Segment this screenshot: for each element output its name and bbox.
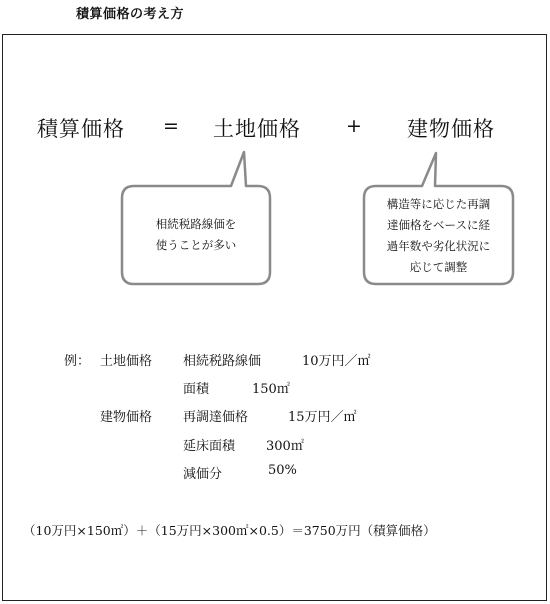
formula-term-building: 建物価格 bbox=[407, 117, 495, 141]
example-row-label: 相続税路線価 bbox=[183, 354, 262, 369]
formula-term-total: 積算価格 bbox=[37, 117, 125, 141]
example-prefix: 例： bbox=[64, 354, 91, 369]
building-bubble-line: 構造等に応じた再調 bbox=[386, 197, 491, 211]
building-bubble-text bbox=[364, 194, 513, 278]
example-row-label: 減価分 bbox=[183, 467, 223, 482]
example-row-label: 延床面積 bbox=[183, 439, 236, 454]
land-bubble-text bbox=[122, 214, 270, 256]
page-title: 積算価格の考え方 bbox=[76, 7, 185, 22]
example-building-label: 建物価格 bbox=[100, 410, 153, 425]
formula-equals: = bbox=[163, 115, 179, 137]
calculation-line: （10万円×150㎡）＋（15万円×300㎡×0.5）＝3750万円（積算価格） bbox=[23, 523, 436, 538]
building-bubble-line: 達価格をベースに経 bbox=[387, 218, 490, 232]
example-row-value: 15万円／㎡ bbox=[288, 410, 357, 425]
example-row-value: 10万円／㎡ bbox=[302, 354, 371, 369]
land-bubble-line: 相続税路線価を bbox=[155, 217, 237, 231]
formula-term-land: 土地価格 bbox=[213, 117, 301, 141]
example-row-label: 再調達価格 bbox=[183, 410, 249, 425]
land-bubble-line: 使うことが多い bbox=[155, 238, 237, 252]
building-bubble-line: 応じて調整 bbox=[409, 260, 468, 274]
example-row-value: 300㎡ bbox=[266, 439, 304, 454]
building-bubble-line: 過年数や劣化状況に bbox=[386, 239, 491, 253]
formula-plus: + bbox=[346, 115, 362, 137]
example-land-label: 土地価格 bbox=[100, 354, 153, 369]
example-row-value: 50% bbox=[268, 463, 297, 478]
example-row-label: 面積 bbox=[183, 382, 210, 397]
example-row-value: 150㎡ bbox=[252, 382, 290, 397]
